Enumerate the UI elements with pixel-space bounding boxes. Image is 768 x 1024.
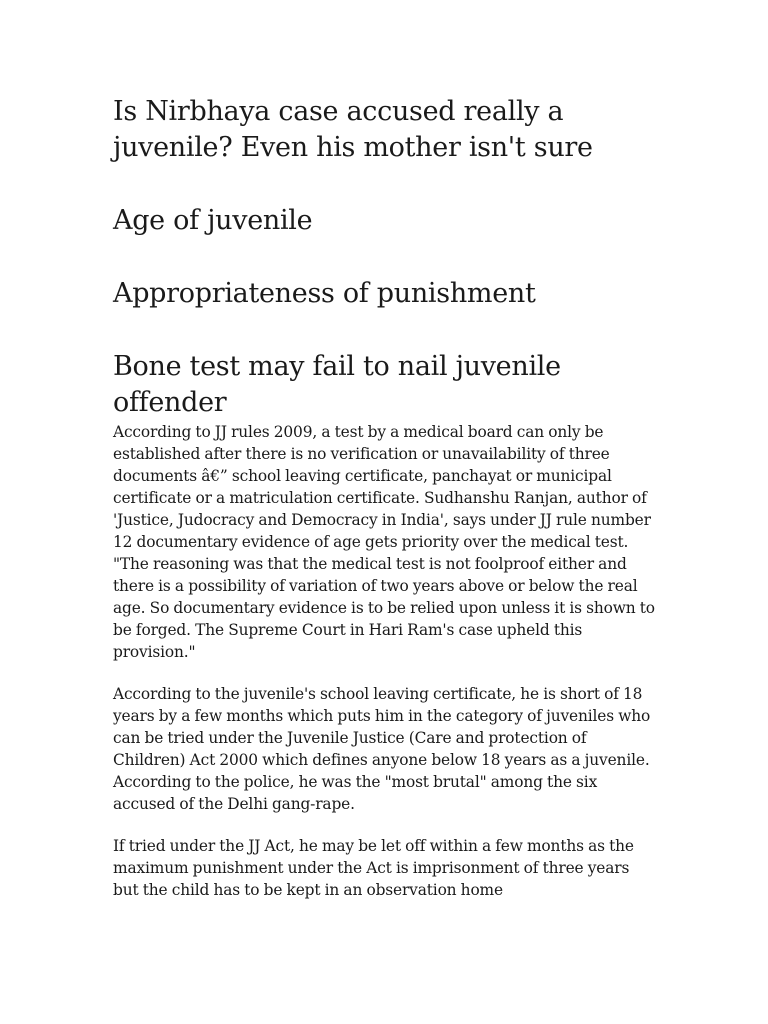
paragraph-jj-act: If tried under the JJ Act, he may be let off within a few months as the maximum punishment under the Act is imprisonment of three years but the child has to be kept in an observation home — [113, 837, 634, 899]
paragraph-quote: "The reasoning was that the medical test is not foolproof either and there is a possibility of variation of two years above or below the real age. So documentary evidence is to be relied upon unless it is shown to be forged. The Supreme Court in Hari Ram's case upheld this provision." — [113, 555, 655, 661]
paragraph-school-certificate: According to the juvenile's school leaving certificate, he is short of 18 years by a few months which puts him in the category of juveniles who can be tried under the Juvenile Justice (Care and protection of Children) Act 2000 which defines anyone below 18 years as a juvenile. According to the police, he was the "most brutal" among the six accused of the Delhi gang-rape. — [113, 685, 651, 813]
paragraph-spacer — [113, 663, 658, 683]
article-page — [113, 94, 658, 901]
section-heading-age: Age of juvenile — [113, 205, 313, 236]
paragraph-spacer — [113, 815, 658, 835]
section-heading-punishment: Appropriateness of punishment — [113, 278, 536, 309]
article-title: Is Nirbhaya case accused really a juvenile? Even his mother isn't sure — [113, 96, 593, 163]
section-heading-bone-test: Bone test may fail to nail juvenile offender — [113, 351, 561, 418]
paragraph-jj-rules: According to JJ rules 2009, a test by a medical board can only be established after there is no verification or unavailability of three documents â€” school leaving certificate, panchayat or municipal certificate or a matriculation certificate. Sudhanshu Ranjan, author of 'Justice, Judocracy and Democracy in India', says under JJ rule number 12 documentary evidence of age gets priority over the medical test. — [113, 423, 651, 551]
